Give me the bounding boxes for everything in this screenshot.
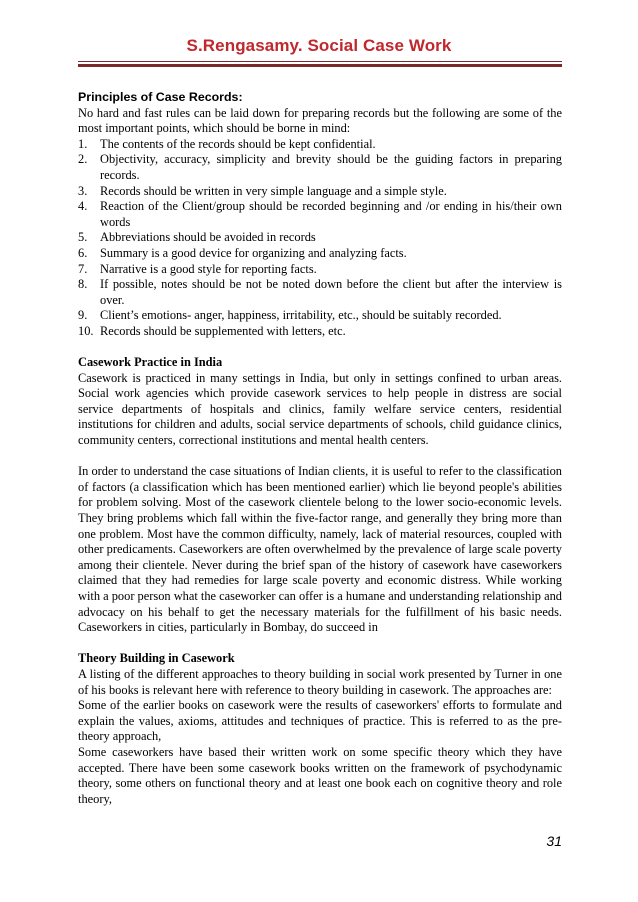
running-header-title: S.Rengasamy. Social Case Work: [186, 36, 452, 55]
list-item-text: Records should be written in very simple language and a simple style.: [100, 183, 447, 198]
list-item-number: 6.: [78, 245, 88, 260]
list-item: [78, 230, 562, 246]
list-item: [78, 199, 562, 230]
list-item: [78, 277, 562, 308]
theory-building-paragraph-1: A listing of the different approaches to theory building in social work presented by Turner in one of his books is relevant here with reference to theory building in casework. The approaches are:: [78, 666, 562, 697]
casework-india-paragraph-1: Casework is practiced in many settings in India, but only in settings confined to urban areas. Social work agencies which provide casework services to help people in distress are social service departments of hospitals and clinics, family welfare service centers, residential institutions for children and adults, social service departments of schools, child guidance clinics, community centers, correctional institutions and mental health centers.: [78, 370, 562, 448]
list-item-number: 9.: [78, 308, 88, 323]
list-item-number: 3.: [78, 183, 88, 198]
principles-list: [78, 137, 562, 340]
casework-india-paragraph-2: In order to understand the case situations of Indian clients, it is useful to refer to the classification of factors (a classification which has been mentioned earlier) which lie beyond people's abilities for problem solving. Most of the casework clientele belong to the lower socio-economic levels. They bring problems which fall within the five-factor range, and generally they bring more than one problem. Most have the common difficulty, namely, lack of material resources, coupled with other predicaments. Caseworkers are often overwhelmed by the prevalence of large scale poverty among their clientele. Never during the brief span of the history of casework have caseworkers claimed that they had remedies for large scale poverty and economic distress. While working with a poor person what the caseworker can offer is a humane and understanding relationship and advocacy on his behalf to get the necessary materials for the fulfillment of his basic needs. Caseworkers in cities, particularly in Bombay, do succeed in: [78, 464, 562, 635]
paragraph-spacer: [78, 449, 562, 465]
list-item-text: Abbreviations should be avoided in records: [100, 230, 316, 245]
list-item: [78, 246, 562, 262]
list-item: [78, 152, 562, 183]
list-item-number: 8.: [78, 277, 88, 292]
theory-building-paragraph-2: Some of the earlier books on casework were the results of caseworkers' efforts to formulate and explain the values, axioms, attitudes and techniques of practice. This is referred to as the pre-theory approach,: [78, 698, 562, 744]
list-item-text: Objectivity, accuracy, simplicity and brevity should be the guiding factors in preparing records.: [100, 152, 562, 182]
section-heading-casework-india: Casework Practice in India: [78, 355, 223, 370]
list-item: [78, 262, 562, 278]
list-item-number: 10.: [78, 323, 94, 338]
list-item-text: Records should be supplemented with letters, etc.: [100, 323, 346, 338]
paragraph-spacer: [78, 636, 562, 652]
list-item: [78, 324, 562, 340]
list-item-text: The contents of the records should be kept confidential.: [100, 136, 376, 151]
list-item-number: 4.: [78, 199, 88, 214]
list-item-text: Narrative is a good style for reporting facts.: [100, 261, 317, 276]
list-item-text: If possible, notes should be not be noted down before the client but after the interview is over.: [100, 277, 562, 307]
list-item-text: Summary is a good device for organizing and analyzing facts.: [100, 245, 407, 260]
section-heading-principles: Principles of Case Records:: [78, 90, 243, 104]
page-content: [78, 90, 562, 807]
list-item: [78, 137, 562, 153]
list-item-number: 2.: [78, 152, 88, 167]
theory-building-paragraph-3: Some caseworkers have based their written work on some specific theory which they have accepted. There have been some casework books written on the framework of psychodynamic theory, some others on functional theory and at least one book each on cognitive theory and role theory,: [78, 744, 562, 806]
list-item: [78, 184, 562, 200]
principles-intro: No hard and fast rules can be laid down for preparing records but the following are some of the most important points, which should be borne in mind:: [78, 105, 562, 136]
paragraph-spacer: [78, 340, 562, 356]
list-item-number: 5.: [78, 230, 88, 245]
list-item-number: 7.: [78, 261, 88, 276]
list-item-text: Client’s emotions- anger, happiness, irritability, etc., should be suitably recorded.: [100, 308, 502, 323]
list-item-text: Reaction of the Client/group should be recorded beginning and /or ending in his/their own words: [100, 199, 562, 229]
header-rule-thin: [78, 61, 562, 62]
page-number: 31: [546, 833, 562, 849]
list-item: [78, 308, 562, 324]
list-item-number: 1.: [78, 136, 88, 151]
section-heading-theory-building: Theory Building in Casework: [78, 651, 235, 666]
header-rule-thick: [78, 64, 562, 67]
